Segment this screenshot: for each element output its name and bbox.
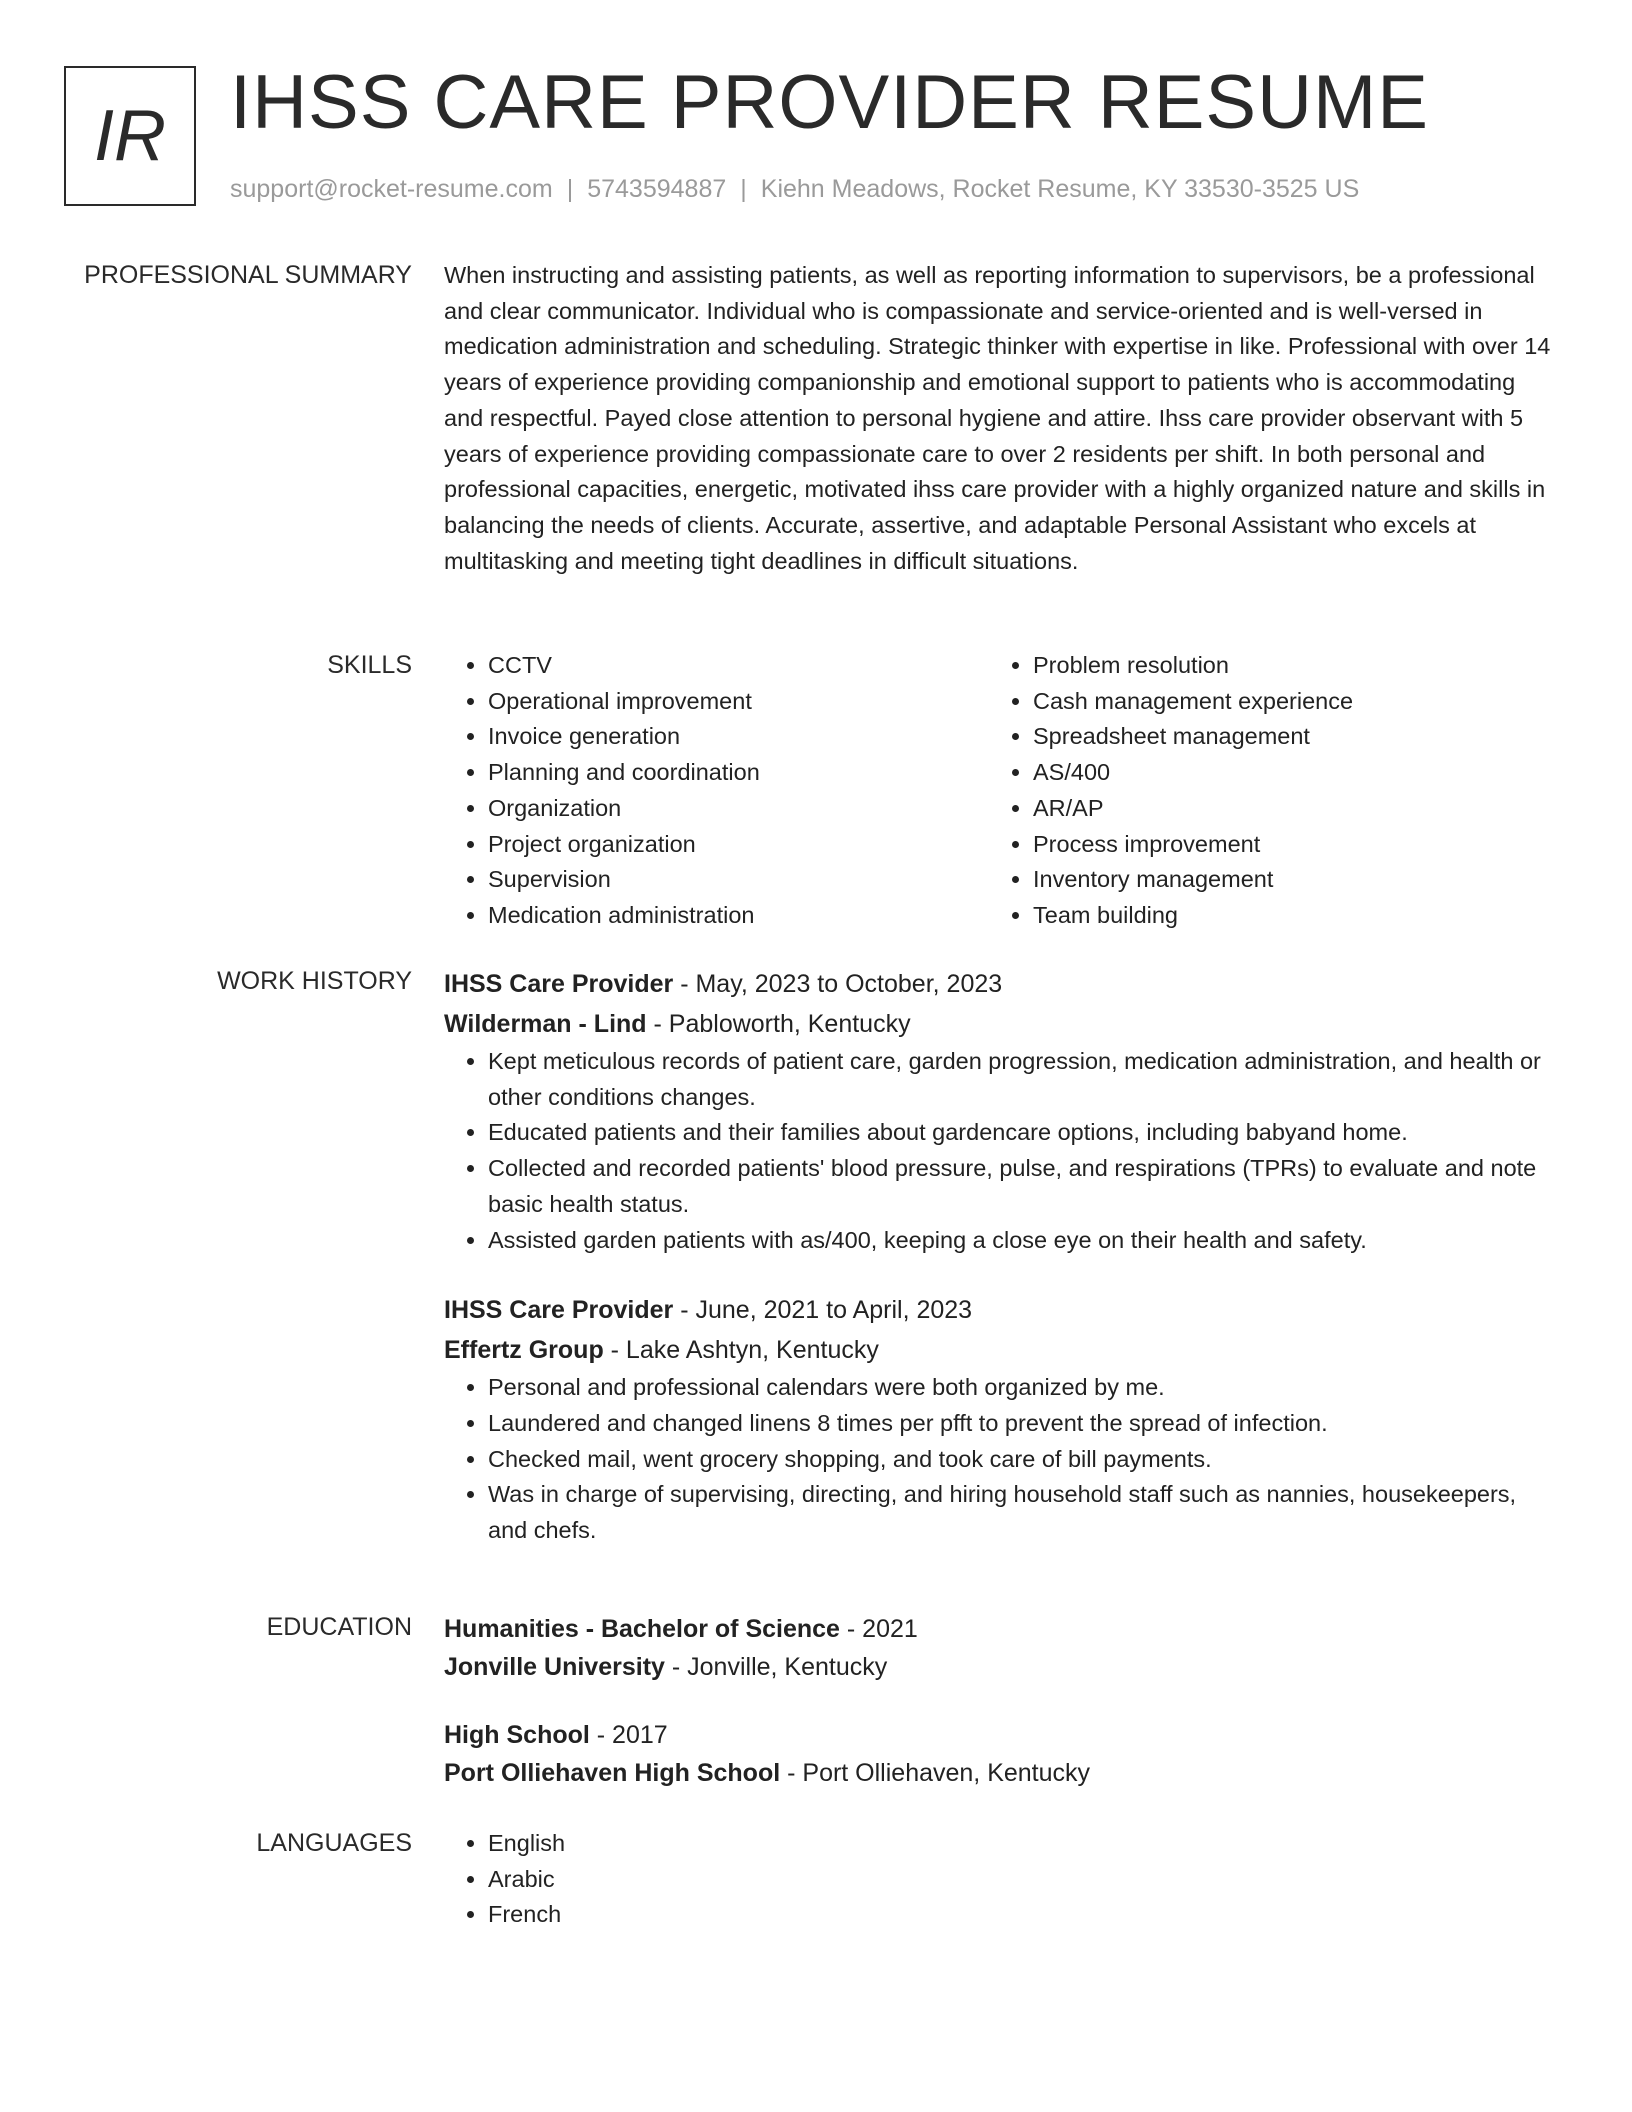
skill-item: • AR/AP — [1033, 791, 1534, 827]
job-bullet: • Laundered and changed linens 8 times per pfft to prevent the spread of infection. — [488, 1406, 1559, 1442]
contact-email: support@rocket-resume.com — [230, 175, 553, 203]
education-school-line — [444, 1754, 1559, 1792]
skill-item: • Organization — [488, 791, 989, 827]
education-school: Port Olliehaven High School — [444, 1759, 781, 1787]
contact-line — [230, 174, 1359, 204]
job-bullet: • Collected and recorded patients' blood pressure, pulse, and respirations (TPRs) to evaluate and note basic health status. — [488, 1151, 1559, 1222]
work-history-body — [444, 964, 1559, 1549]
skill-item: • Medication administration — [488, 898, 989, 934]
education-degree-line — [444, 1716, 1559, 1754]
languages-list — [444, 1826, 1559, 1933]
job-bullet: • Was in charge of supervising, directing, and hiring household staff such as nannies, housekeepers, and chefs. — [488, 1477, 1559, 1548]
education-location: - Port Olliehaven, Kentucky — [780, 1759, 1091, 1787]
section-label-languages: LANGUAGES — [256, 1829, 412, 1857]
job-bullets — [444, 1044, 1559, 1258]
section-label-skills: SKILLS — [327, 651, 412, 679]
job-bullet: • Personal and professional calendars were both organized by me. — [488, 1370, 1559, 1406]
job-company: Wilderman - Lind — [444, 1010, 647, 1038]
job-title: IHSS Care Provider — [444, 1296, 674, 1325]
language-item: • French — [488, 1897, 1559, 1933]
job-entry — [444, 964, 1559, 1258]
section-label-education: EDUCATION — [266, 1613, 412, 1641]
skill-item: • Inventory management — [1033, 862, 1534, 898]
section-label-summary: PROFESSIONAL SUMMARY — [84, 261, 412, 289]
job-bullet: • Educated patients and their families about gardencare options, including babyand home. — [488, 1115, 1559, 1151]
skill-item: • CCTV — [488, 648, 989, 684]
skills-column-left — [444, 648, 989, 934]
education-degree-line — [444, 1610, 1559, 1648]
job-location: - Pabloworth, Kentucky — [646, 1010, 911, 1038]
skill-item: • Project organization — [488, 827, 989, 863]
skill-item: • Operational improvement — [488, 684, 989, 720]
job-bullet: • Assisted garden patients with as/400, keeping a close eye on their health and safety. — [488, 1223, 1559, 1259]
job-location: - Lake Ashtyn, Kentucky — [603, 1336, 879, 1365]
monogram-text: IR — [94, 96, 166, 176]
job-bullet: • Kept meticulous records of patient care, garden progression, medication administration, and health or other conditions changes. — [488, 1044, 1559, 1115]
resume-title: IHSS CARE PROVIDER RESUME — [230, 60, 1429, 145]
summary-body — [444, 258, 1559, 579]
language-item: • English — [488, 1826, 1559, 1862]
skills-grid — [444, 648, 1559, 934]
skill-item: • Supervision — [488, 862, 989, 898]
job-title-line — [444, 964, 1559, 1004]
skill-item: • AS/400 — [1033, 755, 1534, 791]
job-dates: - May, 2023 to October, 2023 — [673, 970, 1003, 998]
contact-separator: | — [740, 175, 747, 203]
job-bullets — [444, 1370, 1559, 1549]
job-bullet: • Checked mail, went grocery shopping, and took care of bill payments. — [488, 1442, 1559, 1478]
monogram-logo — [64, 66, 196, 206]
education-school: Jonville University — [444, 1653, 665, 1681]
skill-item: • Problem resolution — [1033, 648, 1534, 684]
education-year: - 2021 — [839, 1615, 918, 1643]
skill-item: • Planning and coordination — [488, 755, 989, 791]
summary-text: When instructing and assisting patients, as well as reporting information to supervisors, be a professional and clear communicator. Individual who is compassionate and service-oriented and is well-versed in medication administration and scheduling. Strategic thinker with expertise in like. Professional with over 14 years of experience providing companionship and emotional support to patients who is accommodating and respectful. Payed close attention to personal hygiene and attire. Ihss care provider observant with 5 years of experience providing compassionate care to over 2 residents per shift. In both personal and professional capacities, energetic, motivated ihss care provider with a highly organized nature and skills in balancing the needs of clients. Accurate, assertive, and adaptable Personal Assistant who excels at multitasking and meeting tight deadlines in difficult situations. — [444, 262, 1551, 574]
job-entry — [444, 1290, 1559, 1549]
education-degree: Humanities - Bachelor of Science — [444, 1615, 840, 1643]
skill-item: • Spreadsheet management — [1033, 719, 1534, 755]
education-entry — [444, 1716, 1559, 1792]
contact-phone: 5743594887 — [587, 175, 727, 203]
education-degree: High School — [444, 1721, 590, 1749]
skill-item: • Process improvement — [1033, 827, 1534, 863]
contact-address: Kiehn Meadows, Rocket Resume, KY 33530-3525 US — [760, 175, 1360, 203]
skill-item: • Team building — [1033, 898, 1534, 934]
education-school-line — [444, 1648, 1559, 1686]
job-title: IHSS Care Provider — [444, 970, 674, 998]
language-item: • Arabic — [488, 1862, 1559, 1898]
education-body — [444, 1610, 1559, 1792]
education-entry — [444, 1610, 1559, 1686]
skills-body — [444, 648, 1559, 934]
job-company: Effertz Group — [444, 1336, 604, 1365]
education-location: - Jonville, Kentucky — [664, 1653, 888, 1681]
skills-column-right — [989, 648, 1534, 934]
education-year: - 2017 — [589, 1721, 668, 1749]
skill-item: • Cash management experience — [1033, 684, 1534, 720]
job-title-line — [444, 1290, 1559, 1330]
job-dates: - June, 2021 to April, 2023 — [673, 1296, 973, 1325]
job-company-line — [444, 1330, 1559, 1370]
contact-separator: | — [566, 175, 574, 203]
languages-body — [444, 1826, 1559, 1933]
section-label-work-history: WORK HISTORY — [217, 967, 412, 995]
job-company-line — [444, 1004, 1559, 1044]
skill-item: • Invoice generation — [488, 719, 989, 755]
